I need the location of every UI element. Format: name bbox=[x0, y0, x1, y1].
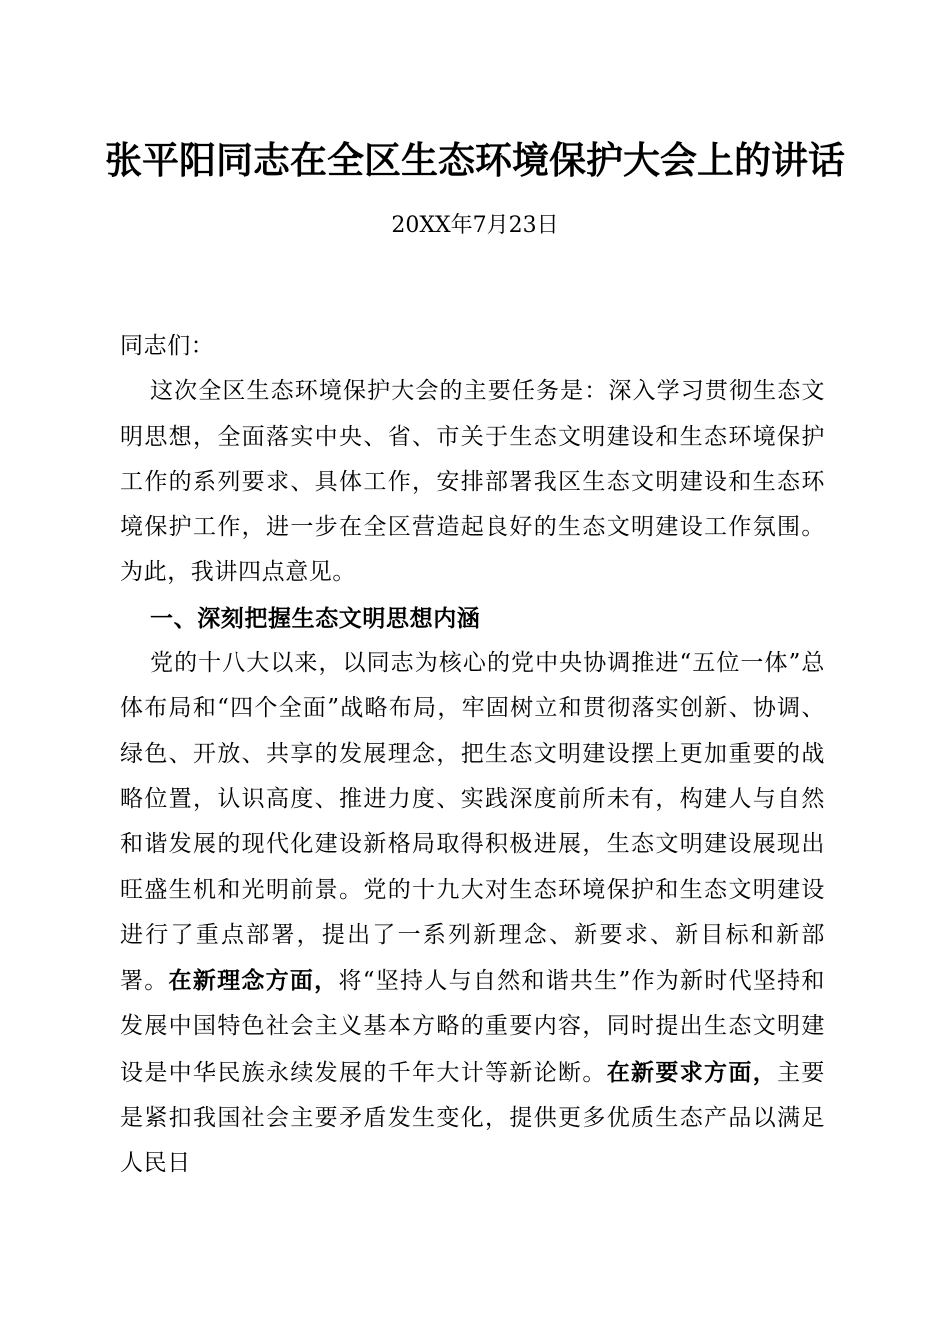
document-body bbox=[120, 324, 825, 1187]
paragraph-text: 党的十八大以来，以同志为核心的党中央协调推进“五位一体”总体布局和“四个全面”战略布局，牢固树立和贯彻落实创新、协调、绿色、开放、共享的发展理念，把生态文明建设摆上更加重要的战略位置，认识高度、推进力度、实践深度前所未有，构建人与自然和谐发展的现代化建设新格局取得积极进展，生态文明建设展现出旺盛生机和光明前景。党的十九大对生态环境保护和生态文明建设进行了重点部署，提出了一系列新理念、新要求、新目标和新部署。 bbox=[120, 650, 825, 995]
paragraph-text: 将“坚持人与自然和谐共生”作为新时代坚持和发展中国特色社会主义基本方略的重要内容，同时提出生态文明建设是中华民族永续发展的千年大计等新论断。 bbox=[120, 968, 825, 1086]
salutation: 同志们： bbox=[120, 333, 215, 359]
speech-date: 20XX年7月23日 bbox=[391, 213, 559, 238]
page-title: 张平阳同志在全区生态环境保护大会上的讲话 bbox=[105, 138, 845, 182]
section-heading-1: 一、深刻把握生态文明思想内涵 bbox=[150, 604, 481, 632]
paragraph-intro: 这次全区生态环境保护大会的主要任务是：深入学习贯彻生态文明思想，全面落实中央、省、市关于生态文明建设和生态环境保护工作的系列要求、具体工作，安排部署我区生态文明建设和生态环境保护工作，进一步在全区营造起良好的生态文明建设工作氛围。为此，我讲四点意见。 bbox=[120, 378, 825, 586]
paragraph-text: 主要是紧扣我国社会主要矛盾发生变化，提供更多优质生态产品以满足人民日 bbox=[120, 1059, 826, 1177]
bold-lead-new-concept: 在新理念方面， bbox=[168, 967, 339, 995]
bold-lead-new-requirement: 在新要求方面， bbox=[606, 1058, 778, 1086]
paragraph-section-1 bbox=[120, 641, 825, 1187]
